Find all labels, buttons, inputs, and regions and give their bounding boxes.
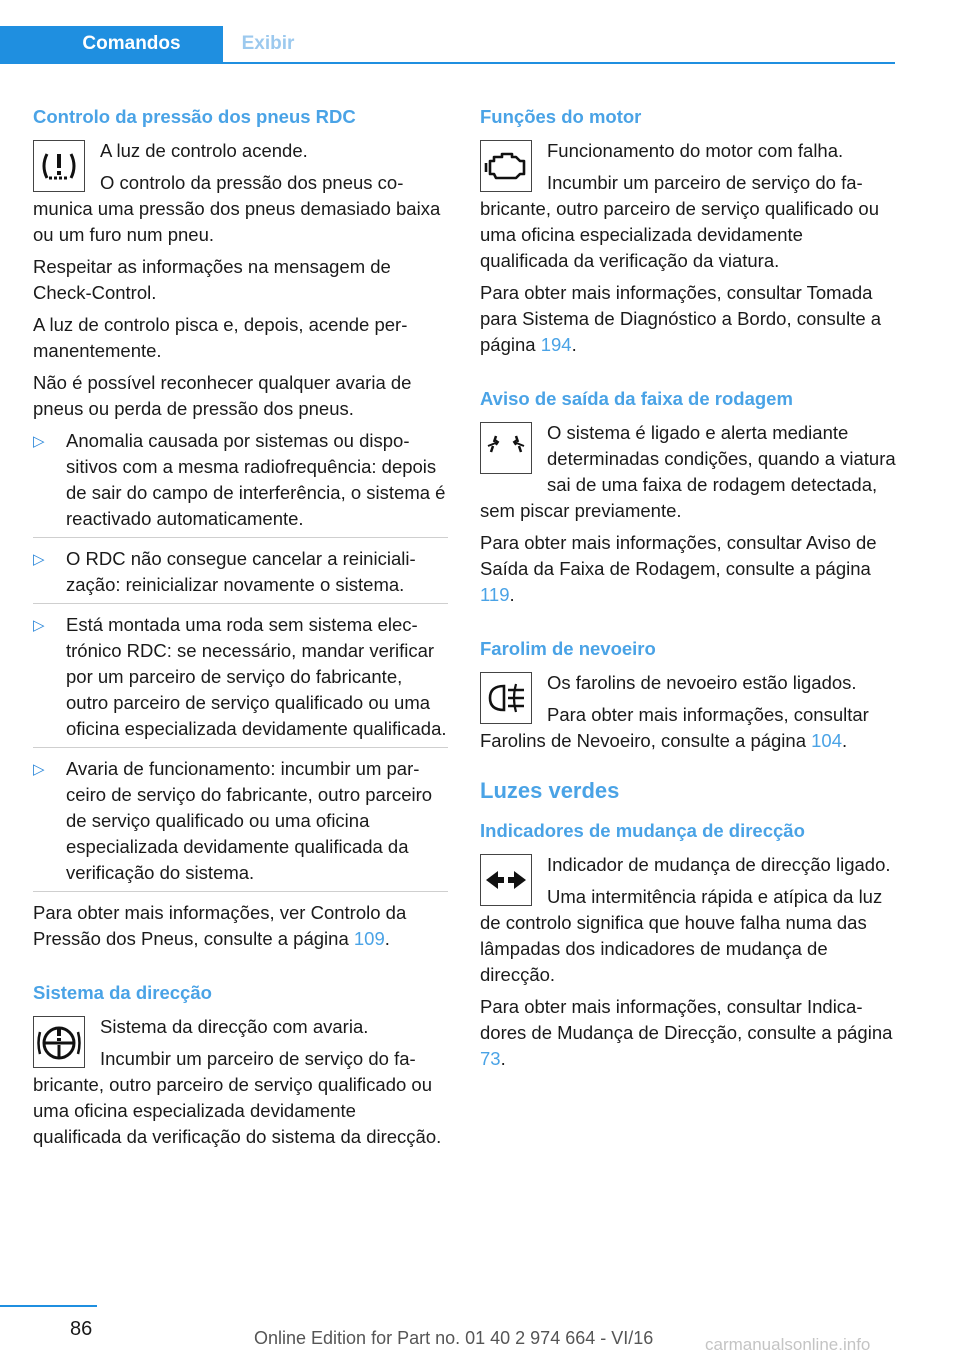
rdc-paragraph-3: Respeitar as informações na mensagem de Check-Control. xyxy=(33,256,391,303)
motor-paragraph-1: Funcionamento do motor com falha. xyxy=(547,140,844,161)
rdc-block xyxy=(33,138,448,254)
rdc-heading: Controlo da pressão dos pneus RDC xyxy=(33,106,356,127)
motor-block xyxy=(480,138,896,280)
turn-paragraph-1: Indicador de mudança de direcção ligado. xyxy=(547,854,891,875)
rdc-paragraph-2: O controlo da pressão dos pneus comunica uma pressão dos pneus demasiado baixa ou um furo num pneu. xyxy=(33,172,441,245)
tire-pressure-warning-icon xyxy=(33,140,85,192)
page-number: 86 xyxy=(70,1318,93,1340)
steering-warning-icon xyxy=(33,1016,85,1068)
rdc-paragraph-1: A luz de controlo acende. xyxy=(100,140,308,161)
steering-block xyxy=(33,1014,448,1156)
steering-heading: Sistema da direcção xyxy=(33,982,212,1003)
tab-exibir[interactable]: Exibir xyxy=(241,33,295,54)
watermark: carmanualsonline.info xyxy=(705,1335,871,1354)
rdc-reference: Para obter mais informações, ver Controlo da Pressão dos Pneus, consulte a página 109. xyxy=(33,902,407,949)
footer-rule xyxy=(0,1305,97,1307)
page-link-73[interactable]: 73 xyxy=(480,1048,501,1069)
turn-reference: Para obter mais informações, consultar Indicadores de Mudança de Direcção, consulte a página 73. xyxy=(480,996,893,1069)
lane-paragraph-1: O sistema é ligado e alerta mediante determinadas condições, quando a viatura sai de uma faixa de rodagem detectada, sem piscar previamente. xyxy=(480,422,896,521)
list-item: ▷ Anomalia causada por sistemas ou dispositivos com a mesma radiofrequência: depois de sair do campo de interferência, o sistema é reactivado automaticamente. xyxy=(33,428,448,538)
steering-paragraph-1: Sistema da direcção com avaria. xyxy=(100,1016,369,1037)
turn-signal-icon xyxy=(480,854,532,906)
tab-comandos[interactable]: Comandos xyxy=(0,26,223,62)
motor-heading: Funções do motor xyxy=(480,106,642,127)
lane-heading: Aviso de saída da faixa de rodagem xyxy=(480,388,793,409)
rdc-paragraph-5: Não é possível reconhecer qualquer avaria de pneus ou perda de pressão dos pneus. xyxy=(33,372,412,419)
list-item: ▷ Está montada uma roda sem sistema electrónico RDC: se necessário, mandar verificar por um parceiro de serviço do fabricante, outro parceiro de serviço qualificado ou uma oficina especializada devidamente qualificada. xyxy=(33,612,448,748)
motor-paragraph-2: Incumbir um parceiro de serviço do fabricante, outro parceiro de serviço qualificado ou uma oficina especializada devidamente qualificada da verificação da viatura. xyxy=(480,172,880,271)
turn-paragraph-2: Uma intermitência rápida e atípica da luz de controlo significa que houve falha numa das lâmpadas dos indicadores de mudança de direcção. xyxy=(480,886,883,985)
lane-departure-icon xyxy=(480,422,532,474)
left-column xyxy=(33,100,448,1156)
list-item: ▷ Avaria de funcionamento: incumbir um parceiro de serviço do fabricante, outro parceiro de serviço qualificado ou uma oficina especializada devidamente qualificada da verificação do sistema. xyxy=(33,756,448,892)
page-link-194[interactable]: 194 xyxy=(540,334,572,355)
engine-check-icon xyxy=(480,140,532,192)
turn-heading: Indicadores de mudança de direcção xyxy=(480,820,805,841)
right-column xyxy=(480,100,896,1078)
fog-block xyxy=(480,670,896,760)
page-link-109[interactable]: 109 xyxy=(353,928,385,949)
fog-reference: Para obter mais informações, consultar Farolins de Nevoeiro, consulte a página 104. xyxy=(480,704,869,751)
green-lights-heading: Luzes verdes xyxy=(480,778,620,803)
page-link-104[interactable]: 104 xyxy=(811,730,843,751)
motor-reference: Para obter mais informações, consultar Tomada para Sistema de Diagnóstico a Bordo, consulte a página 194. xyxy=(480,282,882,355)
steering-paragraph-2: Incumbir um parceiro de serviço do fabricante, outro parceiro de serviço qualificado ou uma oficina especializada devidamente qualificada da verificação do sistema da direcção. xyxy=(33,1048,442,1147)
lane-block xyxy=(480,420,896,530)
turn-block xyxy=(480,852,896,994)
page-link-119[interactable]: 119 xyxy=(480,584,510,605)
rdc-bullet-list xyxy=(33,428,448,892)
fog-paragraph-1: Os farolins de nevoeiro estão ligados. xyxy=(547,672,857,693)
edition-text: Online Edition for Part no. 01 40 2 974 664 - VI/16 xyxy=(254,1328,654,1348)
rdc-paragraph-4: A luz de controlo pisca e, depois, acende permanentemente. xyxy=(33,314,408,361)
list-item: ▷ O RDC não consegue cancelar a reinicialização: reinicializar novamente o sistema. xyxy=(33,546,448,604)
lane-reference: Para obter mais informações, consultar Aviso de Saída da Faixa de Rodagem, consulte a página 119. xyxy=(480,532,877,605)
header-bar xyxy=(0,0,895,64)
rear-fog-light-icon xyxy=(480,672,532,724)
fog-heading: Farolim de nevoeiro xyxy=(480,638,656,659)
